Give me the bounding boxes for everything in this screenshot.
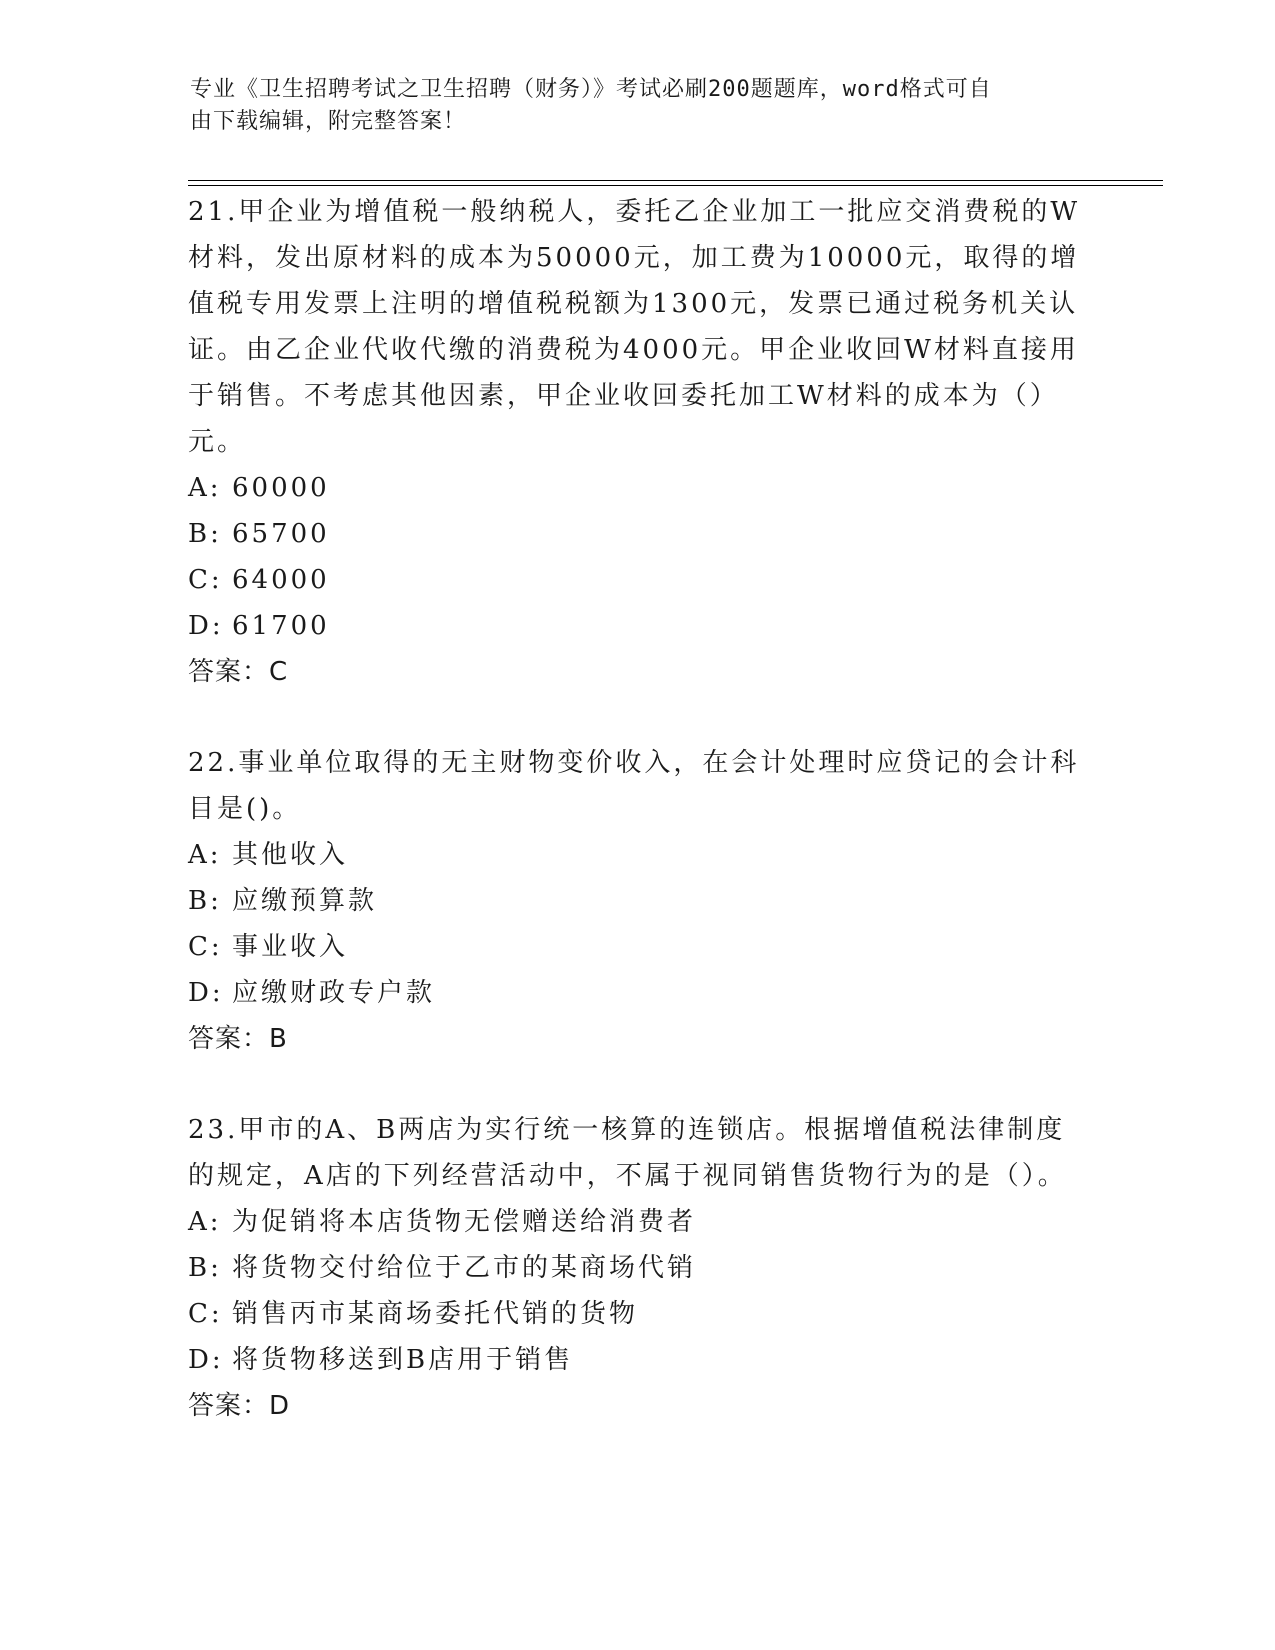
option-b xyxy=(188,1245,1088,1291)
option-text: 应缴预算款 xyxy=(232,886,378,916)
option-text: 销售丙市某商场委托代销的货物 xyxy=(232,1299,639,1329)
option-c xyxy=(188,1291,1088,1337)
option-letter: B: xyxy=(188,886,222,916)
option-letter: D: xyxy=(188,611,224,641)
option-a xyxy=(188,465,1088,511)
question-21 xyxy=(188,189,1088,695)
page-header xyxy=(190,74,1090,138)
header-divider-bottom xyxy=(188,185,1163,186)
option-text: 61700 xyxy=(232,611,330,641)
option-letter: B: xyxy=(188,1253,222,1283)
option-c xyxy=(188,924,1088,970)
header-line-1: 专业《卫生招聘考试之卫生招聘（财务）》考试必刷200题题库，word格式可自 xyxy=(190,77,992,102)
option-letter: A: xyxy=(188,473,222,503)
option-letter: C: xyxy=(188,932,223,962)
answer-line: 答案：B xyxy=(188,1024,288,1054)
answer-line: 答案：D xyxy=(188,1391,291,1421)
question-stem: 23.甲市的A、B两店为实行统一核算的连锁店。根据增值税法律制度的规定，A店的下列经营活动中，不属于视同销售货物行为的是（）。 xyxy=(188,1115,1067,1191)
option-letter: A: xyxy=(188,840,222,870)
option-letter: B: xyxy=(188,519,222,549)
option-b xyxy=(188,511,1088,557)
header-line-2: 由下载编辑，附完整答案！ xyxy=(190,109,467,134)
option-text: 其他收入 xyxy=(232,840,349,870)
option-letter: A: xyxy=(188,1207,222,1237)
option-letter: C: xyxy=(188,1299,223,1329)
option-d xyxy=(188,1337,1088,1383)
option-d xyxy=(188,603,1088,649)
option-b xyxy=(188,878,1088,924)
option-text: 为促销将本店货物无偿赠送给消费者 xyxy=(232,1207,697,1237)
option-a xyxy=(188,832,1088,878)
option-a xyxy=(188,1199,1088,1245)
option-text: 65700 xyxy=(232,519,330,549)
option-text: 应缴财政专户款 xyxy=(232,978,436,1008)
option-text: 60000 xyxy=(232,473,330,503)
answer-line: 答案：C xyxy=(188,657,289,687)
option-c xyxy=(188,557,1088,603)
option-letter: C: xyxy=(188,565,223,595)
header-divider-top xyxy=(188,180,1163,181)
option-text: 将货物交付给位于乙市的某商场代销 xyxy=(232,1253,697,1283)
option-text: 将货物移送到B店用于销售 xyxy=(232,1345,574,1375)
option-d xyxy=(188,970,1088,1016)
question-stem: 21.甲企业为增值税一般纳税人，委托乙企业加工一批应交消费税的W材料，发出原材料的成本为50000元，加工费为10000元，取得的增值税专用发票上注明的增值税税额为1300元，发票已通过税务机关认证。由乙企业代收代缴的消费税为4000元。甲企业收回W材料直接用于销售。不考虑其他因素，甲企业收回委托加工W材料的成本为（）元。 xyxy=(188,197,1081,457)
option-text: 事业收入 xyxy=(232,932,349,962)
option-text: 64000 xyxy=(232,565,330,595)
question-23 xyxy=(188,1107,1088,1429)
question-22 xyxy=(188,740,1088,1062)
question-stem: 22.事业单位取得的无主财物变价收入，在会计处理时应贷记的会计科目是()。 xyxy=(188,748,1080,824)
option-letter: D: xyxy=(188,1345,224,1375)
option-letter: D: xyxy=(188,978,224,1008)
